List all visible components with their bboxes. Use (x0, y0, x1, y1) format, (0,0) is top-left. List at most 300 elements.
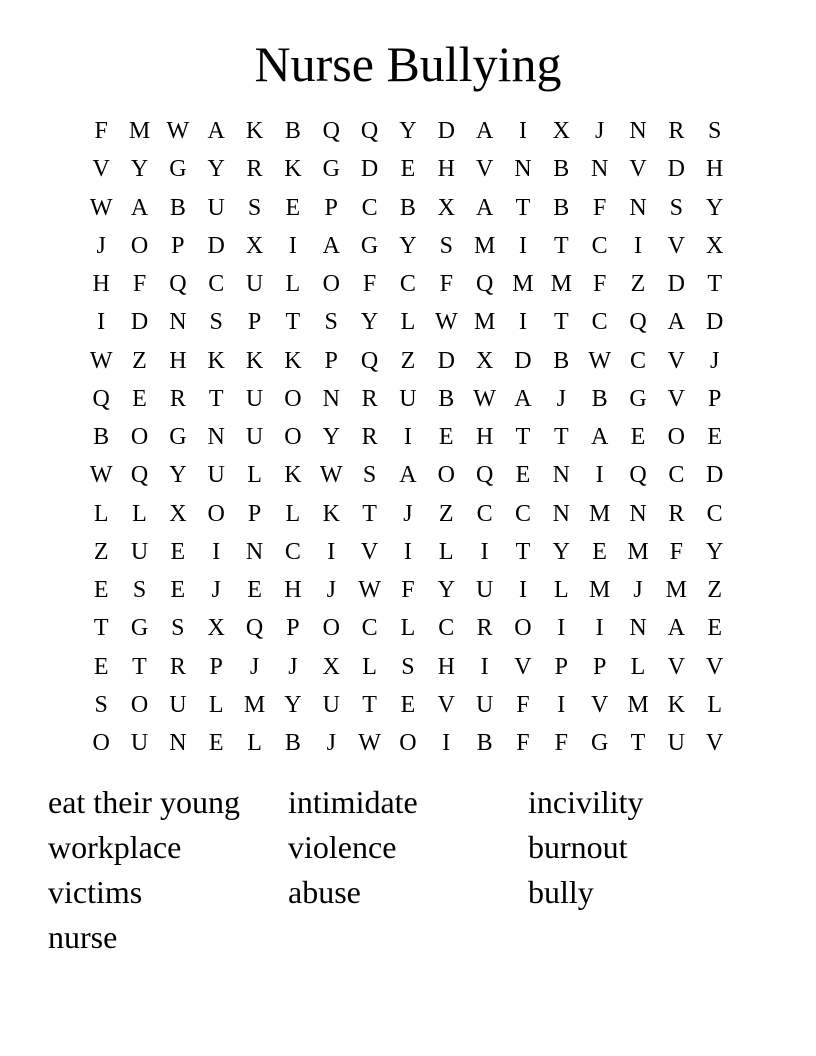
letter-grid (82, 112, 734, 762)
grid-letter: E (630, 424, 646, 451)
grid-letter: X (169, 500, 187, 527)
grid-letter: I (403, 538, 412, 565)
grid-row (82, 648, 734, 686)
grid-letter: U (130, 730, 149, 757)
grid-letter: O (284, 424, 302, 451)
grid-letter: L (247, 730, 262, 757)
grid-letter: U (245, 271, 264, 298)
grid-letter: V (590, 691, 609, 718)
grid-letter: C (629, 347, 646, 374)
grid-letter: T (208, 385, 224, 412)
grid-letter: L (707, 691, 722, 718)
grid-letter: K (284, 156, 302, 183)
grid-letter: Y (360, 309, 379, 336)
grid-letter: T (553, 424, 569, 451)
grid-letter: U (245, 385, 264, 412)
grid-letter: M (128, 118, 151, 145)
grid-letter: Z (132, 347, 147, 374)
grid-letter: J (249, 653, 260, 680)
grid-letter: F (401, 577, 415, 604)
grid-letter: O (130, 424, 149, 451)
grid-letter: S (209, 309, 223, 336)
grid-letter: E (285, 194, 301, 221)
grid-letter: H (92, 271, 110, 298)
grid-letter: L (438, 538, 454, 565)
grid-letter: G (590, 730, 609, 757)
grid-letter: V (475, 156, 494, 183)
grid-letter: Y (437, 577, 455, 604)
grid-letter: I (518, 118, 527, 145)
word-list-item: nurse (48, 919, 118, 955)
grid-letter: B (553, 194, 570, 221)
grid-letter: Q (360, 347, 379, 374)
grid-letter: J (556, 385, 566, 412)
grid-letter: S (401, 653, 415, 680)
grid-letter: O (92, 730, 110, 757)
grid-letter: B (399, 194, 416, 221)
grid-letter: P (707, 385, 722, 412)
grid-letter: Y (706, 538, 724, 565)
grid-letter: W (89, 462, 113, 489)
grid-letter: S (132, 577, 147, 604)
grid-letter: X (245, 232, 264, 259)
grid-letter: D (130, 309, 149, 336)
grid-letter: Q (169, 271, 187, 298)
grid-letter: I (595, 615, 604, 642)
grid-letter: D (437, 347, 455, 374)
grid-letter: C (476, 500, 493, 527)
grid-letter: E (132, 385, 147, 412)
grid-letter: Q (322, 118, 340, 145)
grid-letter: H (169, 347, 187, 374)
grid-letter: E (707, 615, 722, 642)
grid-letter: M (665, 577, 687, 604)
word-list-item: victims (48, 874, 143, 910)
word-list-item: workplace (48, 829, 182, 865)
grid-letter: Q (360, 118, 379, 145)
grid-letter: Z (630, 271, 646, 298)
grid-letter: C (591, 232, 608, 259)
grid-letter: W (89, 347, 113, 374)
word-list (48, 780, 768, 960)
grid-letter: G (130, 615, 149, 642)
grid-letter: F (132, 271, 147, 298)
grid-letter: L (362, 653, 377, 680)
grid-row (82, 686, 734, 724)
grid-letter: S (171, 615, 185, 642)
grid-letter: A (130, 194, 149, 221)
grid-letter: S (324, 309, 338, 336)
grid-letter: W (319, 462, 343, 489)
grid-letter: E (247, 577, 262, 604)
grid-letter: L (285, 500, 301, 527)
grid-letter: A (475, 118, 494, 145)
grid-letter: S (247, 194, 262, 221)
grid-letter: G (169, 424, 187, 451)
grid-letter: M (512, 271, 534, 298)
grid-letter: L (132, 500, 147, 527)
grid-letter: A (514, 385, 532, 412)
grid-row (82, 456, 734, 494)
grid-letter: H (437, 156, 455, 183)
grid-letter: E (93, 577, 109, 604)
grid-letter: W (89, 194, 113, 221)
grid-letter: I (557, 615, 566, 642)
grid-letter: X (322, 653, 340, 680)
grid-letter: B (476, 730, 493, 757)
page-title: Nurse Bullying (254, 36, 562, 92)
grid-letter: Y (169, 462, 187, 489)
grid-letter: J (710, 347, 720, 374)
grid-letter: V (629, 156, 647, 183)
word-list-item: incivility (528, 784, 644, 820)
grid-letter: L (553, 577, 569, 604)
grid-letter: W (434, 309, 458, 336)
grid-letter: Q (629, 462, 647, 489)
grid-letter: N (552, 462, 570, 489)
grid-letter: O (130, 691, 149, 718)
grid-letter: P (247, 309, 262, 336)
grid-letter: Y (552, 538, 570, 565)
grid-letter: N (245, 538, 264, 565)
grid-letter: O (130, 232, 149, 259)
grid-row (82, 265, 734, 303)
grid-letter: H (706, 156, 724, 183)
grid-letter: N (629, 118, 647, 145)
grid-letter: Y (706, 194, 724, 221)
word-list-item: eat their young (48, 784, 240, 820)
grid-letter: C (591, 309, 608, 336)
grid-letter: K (207, 347, 225, 374)
grid-letter: O (437, 462, 455, 489)
grid-letter: O (667, 424, 685, 451)
grid-letter: Y (207, 156, 225, 183)
grid-letter: G (360, 232, 379, 259)
grid-letter: D (706, 462, 724, 489)
grid-letter: R (476, 615, 493, 642)
grid-letter: U (399, 385, 417, 412)
grid-letter: P (324, 347, 338, 374)
grid-letter: O (207, 500, 225, 527)
word-list-item: bully (528, 874, 594, 910)
grid-letter: O (322, 615, 340, 642)
grid-letter: D (360, 156, 379, 183)
grid-letter: U (169, 691, 187, 718)
grid-letter: T (362, 500, 377, 527)
grid-letter: Z (93, 538, 109, 565)
grid-letter: T (515, 424, 531, 451)
grid-letter: G (629, 385, 647, 412)
grid-letter: E (438, 424, 454, 451)
grid-letter: N (629, 615, 647, 642)
grid-letter: F (439, 271, 453, 298)
grid-letter: W (358, 730, 381, 757)
grid-letter: R (668, 118, 685, 145)
grid-row (82, 418, 734, 456)
grid-letter: D (667, 156, 685, 183)
grid-letter: J (96, 232, 106, 259)
grid-letter: Q (245, 615, 264, 642)
grid-letter: X (552, 118, 570, 145)
grid-letter: K (245, 118, 264, 145)
grid-letter: X (207, 615, 225, 642)
grid-letter: K (322, 500, 340, 527)
grid-letter: O (399, 730, 417, 757)
grid-letter: U (322, 691, 340, 718)
grid-letter: O (322, 271, 340, 298)
grid-letter: I (327, 538, 336, 565)
grid-letter: X (706, 232, 724, 259)
grid-letter: F (362, 271, 377, 298)
grid-letter: J (633, 577, 643, 604)
grid-letter: V (667, 347, 685, 374)
grid-letter: I (518, 577, 527, 604)
grid-letter: M (243, 691, 266, 718)
grid-letter: V (706, 730, 724, 757)
grid-letter: U (245, 424, 264, 451)
grid-row (82, 303, 734, 341)
grid-letter: T (553, 309, 569, 336)
grid-letter: T (515, 194, 531, 221)
grid-letter: J (326, 577, 336, 604)
grid-letter: I (480, 538, 489, 565)
grid-letter: V (706, 653, 724, 680)
grid-letter: Q (475, 462, 494, 489)
grid-letter: S (362, 462, 377, 489)
grid-letter: Y (399, 232, 417, 259)
grid-letter: V (437, 691, 455, 718)
word-list-item: abuse (288, 874, 361, 910)
grid-letter: Z (400, 347, 416, 374)
grid-row (82, 112, 734, 150)
grid-letter: Q (130, 462, 149, 489)
grid-letter: N (169, 730, 187, 757)
grid-letter: H (437, 653, 455, 680)
grid-letter: T (285, 309, 301, 336)
grid-letter: S (707, 118, 722, 145)
grid-letter: I (288, 232, 297, 259)
grid-row (82, 533, 734, 571)
grid-letter: F (592, 194, 607, 221)
grid-letter: T (515, 538, 531, 565)
grid-letter: D (706, 309, 724, 336)
grid-letter: C (361, 194, 378, 221)
grid-letter: T (132, 653, 147, 680)
grid-letter: G (322, 156, 340, 183)
grid-letter: V (92, 156, 110, 183)
grid-letter: V (514, 653, 532, 680)
grid-letter: E (515, 462, 531, 489)
grid-letter: V (667, 653, 685, 680)
grid-row (82, 724, 734, 762)
grid-letter: E (208, 730, 224, 757)
grid-letter: B (591, 385, 608, 412)
grid-letter: E (592, 538, 607, 565)
grid-letter: A (667, 615, 685, 642)
grid-row (82, 227, 734, 265)
grid-letter: B (169, 194, 186, 221)
grid-row (82, 342, 734, 380)
grid-letter: P (171, 232, 185, 259)
grid-letter: L (630, 653, 646, 680)
grid-letter: E (93, 653, 109, 680)
grid-letter: O (514, 615, 532, 642)
word-list-item: violence (288, 829, 397, 865)
grid-letter: F (516, 730, 530, 757)
grid-letter: K (667, 691, 685, 718)
grid-letter: M (627, 538, 649, 565)
grid-letter: I (518, 232, 527, 259)
grid-letter: R (668, 500, 685, 527)
grid-letter: R (361, 385, 378, 412)
grid-letter: T (362, 691, 377, 718)
grid-letter: E (707, 424, 722, 451)
grid-letter: F (669, 538, 683, 565)
grid-row (82, 150, 734, 188)
grid-letter: W (588, 347, 611, 374)
grid-letter: W (473, 385, 496, 412)
grid-letter: Z (438, 500, 454, 527)
grid-letter: Y (322, 424, 340, 451)
grid-letter: B (553, 156, 570, 183)
grid-letter: C (284, 538, 301, 565)
grid-letter: M (550, 271, 572, 298)
grid-letter: B (553, 347, 570, 374)
grid-letter: A (475, 194, 494, 221)
grid-letter: X (437, 194, 455, 221)
grid-letter: N (322, 385, 340, 412)
grid-letter: L (208, 691, 224, 718)
grid-letter: D (667, 271, 685, 298)
grid-letter: U (667, 730, 685, 757)
grid-letter: X (475, 347, 494, 374)
grid-letter: F (592, 271, 607, 298)
grid-letter: T (707, 271, 722, 298)
grid-letter: G (169, 156, 187, 183)
grid-letter: W (166, 118, 190, 145)
grid-letter: M (588, 500, 611, 527)
grid-letter: U (207, 194, 225, 221)
grid-letter: E (170, 538, 186, 565)
grid-letter: O (284, 385, 302, 412)
grid-letter: H (475, 424, 494, 451)
grid-letter: R (169, 653, 186, 680)
grid-letter: I (557, 691, 566, 718)
grid-letter: J (326, 730, 336, 757)
grid-letter: N (629, 194, 647, 221)
grid-letter: Y (130, 156, 149, 183)
grid-letter: M (473, 309, 496, 336)
grid-letter: M (473, 232, 496, 259)
grid-letter: J (594, 118, 605, 145)
grid-letter: J (211, 577, 221, 604)
grid-letter: L (247, 462, 262, 489)
grid-letter: N (207, 424, 225, 451)
grid-letter: I (595, 462, 604, 489)
grid-letter: L (285, 271, 301, 298)
grid-letter: N (590, 156, 609, 183)
grid-letter: B (284, 730, 301, 757)
grid-letter: I (442, 730, 451, 757)
grid-letter: A (207, 118, 225, 145)
grid-letter: I (97, 309, 106, 336)
grid-letter: C (706, 500, 723, 527)
grid-letter: T (553, 232, 569, 259)
grid-letter: F (94, 118, 108, 145)
grid-letter: K (284, 347, 302, 374)
grid-letter: N (514, 156, 532, 183)
grid-letter: C (438, 615, 455, 642)
grid-letter: L (400, 309, 416, 336)
grid-letter: R (169, 385, 186, 412)
grid-letter: S (94, 691, 108, 718)
grid-letter: B (93, 424, 110, 451)
grid-letter: I (633, 232, 642, 259)
grid-letter: F (554, 730, 568, 757)
grid-letter: P (286, 615, 300, 642)
grid-letter: U (207, 462, 225, 489)
grid-letter: N (629, 500, 647, 527)
grid-letter: J (288, 653, 298, 680)
grid-letter: V (667, 232, 685, 259)
grid-letter: Y (284, 691, 302, 718)
word-list-item: intimidate (288, 784, 418, 820)
grid-letter: C (399, 271, 416, 298)
grid-letter: P (247, 500, 262, 527)
grid-row (82, 189, 734, 227)
grid-row (82, 380, 734, 418)
grid-letter: B (438, 385, 455, 412)
grid-letter: C (668, 462, 685, 489)
grid-letter: P (592, 653, 607, 680)
grid-letter: J (403, 500, 413, 527)
grid-letter: H (284, 577, 302, 604)
grid-letter: U (130, 538, 149, 565)
grid-letter: C (208, 271, 225, 298)
grid-letter: L (400, 615, 416, 642)
grid-letter: L (93, 500, 109, 527)
grid-letter: C (361, 615, 378, 642)
grid-letter: I (480, 653, 489, 680)
grid-letter: I (403, 424, 412, 451)
grid-letter: N (552, 500, 570, 527)
grid-letter: V (360, 538, 379, 565)
grid-letter: I (212, 538, 221, 565)
word-list-item: burnout (528, 829, 628, 865)
grid-letter: R (246, 156, 263, 183)
grid-letter: A (399, 462, 417, 489)
grid-letter: M (627, 691, 649, 718)
grid-letter: D (437, 118, 455, 145)
grid-letter: S (669, 194, 683, 221)
grid-letter: V (667, 385, 685, 412)
grid-letter: W (358, 577, 381, 604)
grid-letter: T (630, 730, 646, 757)
grid-letter: P (324, 194, 338, 221)
grid-letter: T (93, 615, 109, 642)
grid-letter: E (170, 577, 186, 604)
grid-letter: A (590, 424, 609, 451)
grid-row (82, 609, 734, 647)
grid-letter: B (284, 118, 301, 145)
grid-row (82, 495, 734, 533)
grid-letter: Q (92, 385, 110, 412)
grid-letter: Q (475, 271, 494, 298)
grid-letter: M (588, 577, 611, 604)
grid-letter: I (518, 309, 527, 336)
grid-letter: K (245, 347, 264, 374)
grid-letter: P (554, 653, 568, 680)
